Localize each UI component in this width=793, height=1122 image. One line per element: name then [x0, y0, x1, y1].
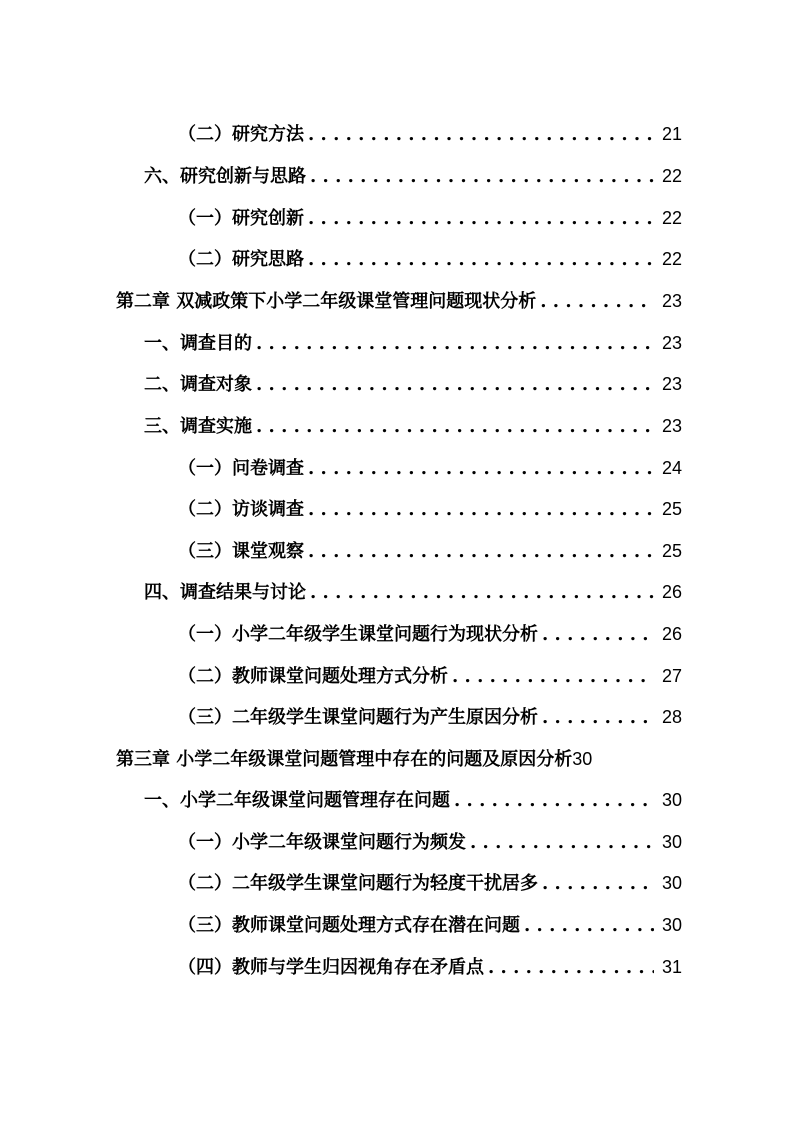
toc-entry[interactable]: [178, 953, 682, 981]
toc-entry-page: 30: [661, 790, 682, 810]
toc-entry-page: 26: [661, 582, 682, 602]
toc-leader-dots: [540, 288, 654, 316]
toc-entry[interactable]: [178, 120, 682, 148]
toc-leader-dots: [308, 121, 654, 149]
toc-entry[interactable]: [178, 454, 682, 482]
toc-leader-dots: [308, 455, 654, 483]
toc-leader-dots: [524, 912, 654, 940]
toc-entry-title: （一）问卷调查: [178, 458, 304, 479]
toc-entry-page: 25: [661, 541, 682, 561]
toc-entry-title: （四）教师与学生归因视角存在矛盾点: [178, 957, 484, 978]
toc-entry[interactable]: [178, 620, 682, 648]
toc-entry-title: （一）小学二年级学生课堂问题行为现状分析: [178, 624, 538, 645]
toc-leader-dots: [256, 371, 654, 399]
toc-entry-page: 27: [661, 666, 682, 686]
toc-entry-page: 30: [572, 749, 593, 769]
toc-entry[interactable]: [178, 869, 682, 897]
toc-entry-title: 三、调查实施: [144, 416, 252, 437]
toc-entry-title: （二）二年级学生课堂问题行为轻度干扰居多: [178, 873, 538, 894]
toc-leader-dots: [308, 246, 654, 274]
toc-entry[interactable]: [144, 578, 682, 606]
toc-leader-dots: [308, 496, 654, 524]
toc-entry-title: （二）研究方法: [178, 124, 304, 145]
toc-entry-title: 第二章 双减政策下小学二年级课堂管理问题现状分析: [116, 291, 537, 312]
toc-entry-page: 22: [661, 166, 682, 186]
toc-entry-title: 二、调查对象: [144, 374, 252, 395]
toc-entry-title: 六、研究创新与思路: [144, 166, 306, 187]
toc-entry[interactable]: [178, 911, 682, 939]
toc-leader-dots: [542, 704, 654, 732]
toc-entry[interactable]: [178, 662, 682, 690]
toc-entry[interactable]: [116, 287, 682, 315]
toc-leader-dots: [452, 663, 654, 691]
toc-entry-page: 22: [661, 208, 682, 228]
toc-leader-dots: [308, 205, 654, 233]
toc-entry[interactable]: [178, 495, 682, 523]
toc-entry[interactable]: [144, 162, 682, 190]
toc-entry-title: （三）教师课堂问题处理方式存在潜在问题: [178, 915, 520, 936]
toc-entry-page: 24: [661, 458, 682, 478]
toc-entry[interactable]: [144, 786, 682, 814]
toc-entry-page: 23: [661, 291, 682, 311]
toc-leader-dots: [256, 413, 654, 441]
toc-entry[interactable]: [144, 412, 682, 440]
toc-entry[interactable]: [178, 204, 682, 232]
toc-entry-page: 31: [661, 957, 682, 977]
toc-entry-page: 22: [661, 249, 682, 269]
toc-entry[interactable]: [144, 329, 682, 357]
toc-entry[interactable]: [178, 537, 682, 565]
toc-entry-title: 第三章 小学二年级课堂问题管理中存在的问题及原因分析: [116, 749, 573, 770]
toc-leader-dots: [542, 870, 654, 898]
toc-entry-title: 四、调查结果与讨论: [144, 582, 306, 603]
toc-leader-dots: [256, 330, 654, 358]
toc-entry[interactable]: [178, 703, 682, 731]
toc-entry-page: 25: [661, 499, 682, 519]
toc-entry[interactable]: [116, 745, 682, 773]
toc-leader-dots: [470, 829, 654, 857]
toc-entry-title: 一、小学二年级课堂问题管理存在问题: [144, 790, 450, 811]
toc-entry-page: 23: [661, 416, 682, 436]
toc-entry-page: 28: [661, 707, 682, 727]
toc-entry-title: （二）研究思路: [178, 249, 304, 270]
toc-entry-title: 一、调查目的: [144, 333, 252, 354]
toc-leader-dots: [308, 538, 654, 566]
toc-entry-page: 23: [661, 333, 682, 353]
toc-entry-title: （一）研究创新: [178, 208, 304, 229]
toc-entry-title: （二）教师课堂问题处理方式分析: [178, 666, 448, 687]
toc-entry-title: （三）课堂观察: [178, 541, 304, 562]
toc-leader-dots: [488, 954, 654, 982]
toc-entry-page: 23: [661, 374, 682, 394]
toc-leader-dots: [310, 163, 654, 191]
toc-entry-title: （三）二年级学生课堂问题行为产生原因分析: [178, 707, 538, 728]
toc-entry-page: 30: [661, 873, 682, 893]
toc-leader-dots: [310, 579, 654, 607]
toc-entry-page: 30: [661, 915, 682, 935]
toc-entry-page: 30: [661, 832, 682, 852]
toc-entry-title: （一）小学二年级课堂问题行为频发: [178, 832, 466, 853]
toc-entry[interactable]: [178, 245, 682, 273]
toc-entry-page: 26: [661, 624, 682, 644]
toc-entry-page: 21: [661, 124, 682, 144]
toc-entry[interactable]: [178, 828, 682, 856]
toc-entry[interactable]: [144, 370, 682, 398]
toc-entry-title: （二）访谈调查: [178, 499, 304, 520]
toc-leader-dots: [454, 787, 654, 815]
toc-leader-dots: [542, 621, 654, 649]
